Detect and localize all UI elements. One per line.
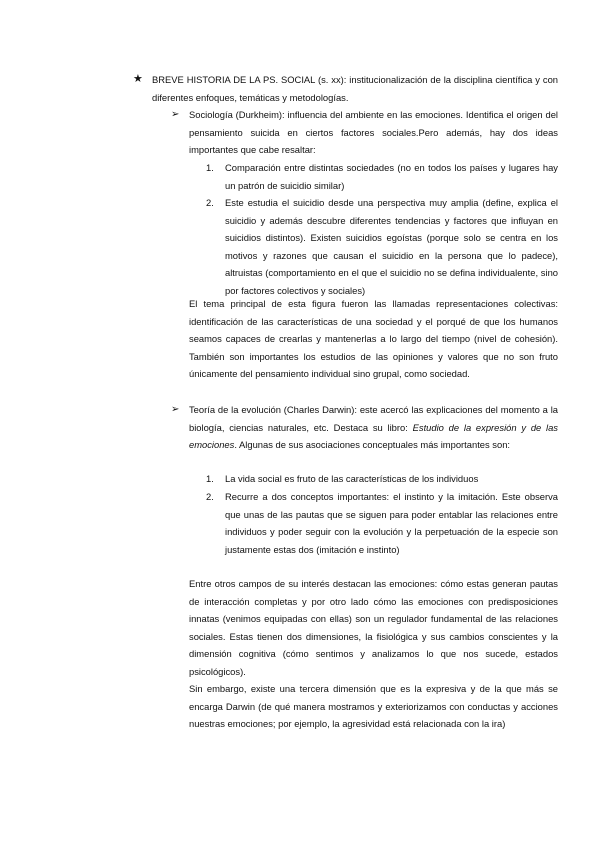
sociologia-intro: Sociología (Durkheim): influencia del ambiente en las emociones. Identifica el origen del pensamiento suicida en ciertos factores sociales.Pero además, hay dos ideas importantes que cabe resaltar:	[189, 109, 558, 156]
list-item: Este estudia el suicidio desde una perspectiva muy amplia (define, explica el suicidio y además descubre diferentes tendencias y factores que influyan en suicidios distintos). Existen suicidios egoístas (porque solo se centra en los motivos y razones que causan el suicidio en la persona que lo padece), altruistas (comportamiento en el que el suicidio no se defina individualente, sino por factores colectivos y sociales)	[225, 197, 558, 296]
list-number: 1.	[206, 473, 214, 484]
evolucion-paragraph-2: Sin embargo, existe una tercera dimensión que es la expresiva y de la que más se encarga Darwin (de qué manera mostramos y exteriorizamos con conductas y acciones nuestras emociones; por ejemplo, la agresividad está relacionada con la ira)	[189, 683, 558, 730]
arrow-bullet-icon: ➢	[171, 109, 180, 120]
evolucion-paragraph-1: Entre otros campos de su interés destacan las emociones: cómo estas generan pautas de interacción completas y por otro lado cómo las emociones con predisposiciones innatas (venimos equipadas con ellas) son un regulador fundamental de las relaciones sociales. Estas tienen dos dimensiones, la fisiológica y sus cambios conscientes y la dimensión cognitiva (cómo sentimos y analizamos lo que nos sucede, estados psicológicos).	[189, 578, 558, 677]
list-item: La vida social es fruto de las características de los individuos	[225, 473, 479, 484]
star-bullet-icon: ★	[133, 73, 143, 85]
list-item: Comparación entre distintas sociedades (no en todos los países y lugares hay un patrón de suicidio similar)	[225, 162, 558, 191]
sociologia-closing: El tema principal de esta figura fueron las llamadas representaciones colectivas: identificación de las características de una sociedad y el porqué de que los humanos seamos capaces de crearlas y mantenerlas a lo largo del tiempo (nivel de cohesión). También son importantes los estudios de las opiniones y valores que no son fruto únicamente del pensamiento individual sino grupal, como sociedad.	[189, 298, 558, 380]
section-heading: BREVE HISTORIA DE LA PS. SOCIAL (s. xx): institucionalización de la disciplina científica y con diferentes enfoques, temáticas y metodologías.	[152, 74, 558, 103]
list-number: 2.	[206, 491, 214, 502]
list-item: Recurre a dos conceptos importantes: el instinto y la imitación. Este observa que unas de las pautas que se siguen para poder entablar las relaciones entre individuos y poder seguir con la evolución y la perpetuación de la especie son justamente estas dos (imitación e instinto)	[225, 491, 558, 555]
list-number: 2.	[206, 197, 214, 208]
evolucion-intro: Teoría de la evolución (Charles Darwin): este acercó las explicaciones del momento a la biología, ciencias naturales, etc. Destaca su libro: Estudio de la expresión y de las emociones. Algunas de sus asociaciones conceptuales más importantes son:	[189, 404, 558, 451]
arrow-bullet-icon: ➢	[171, 404, 180, 415]
list-number: 1.	[206, 162, 214, 173]
book-title: Estudio de la expresión y de las emociones	[189, 421, 558, 451]
